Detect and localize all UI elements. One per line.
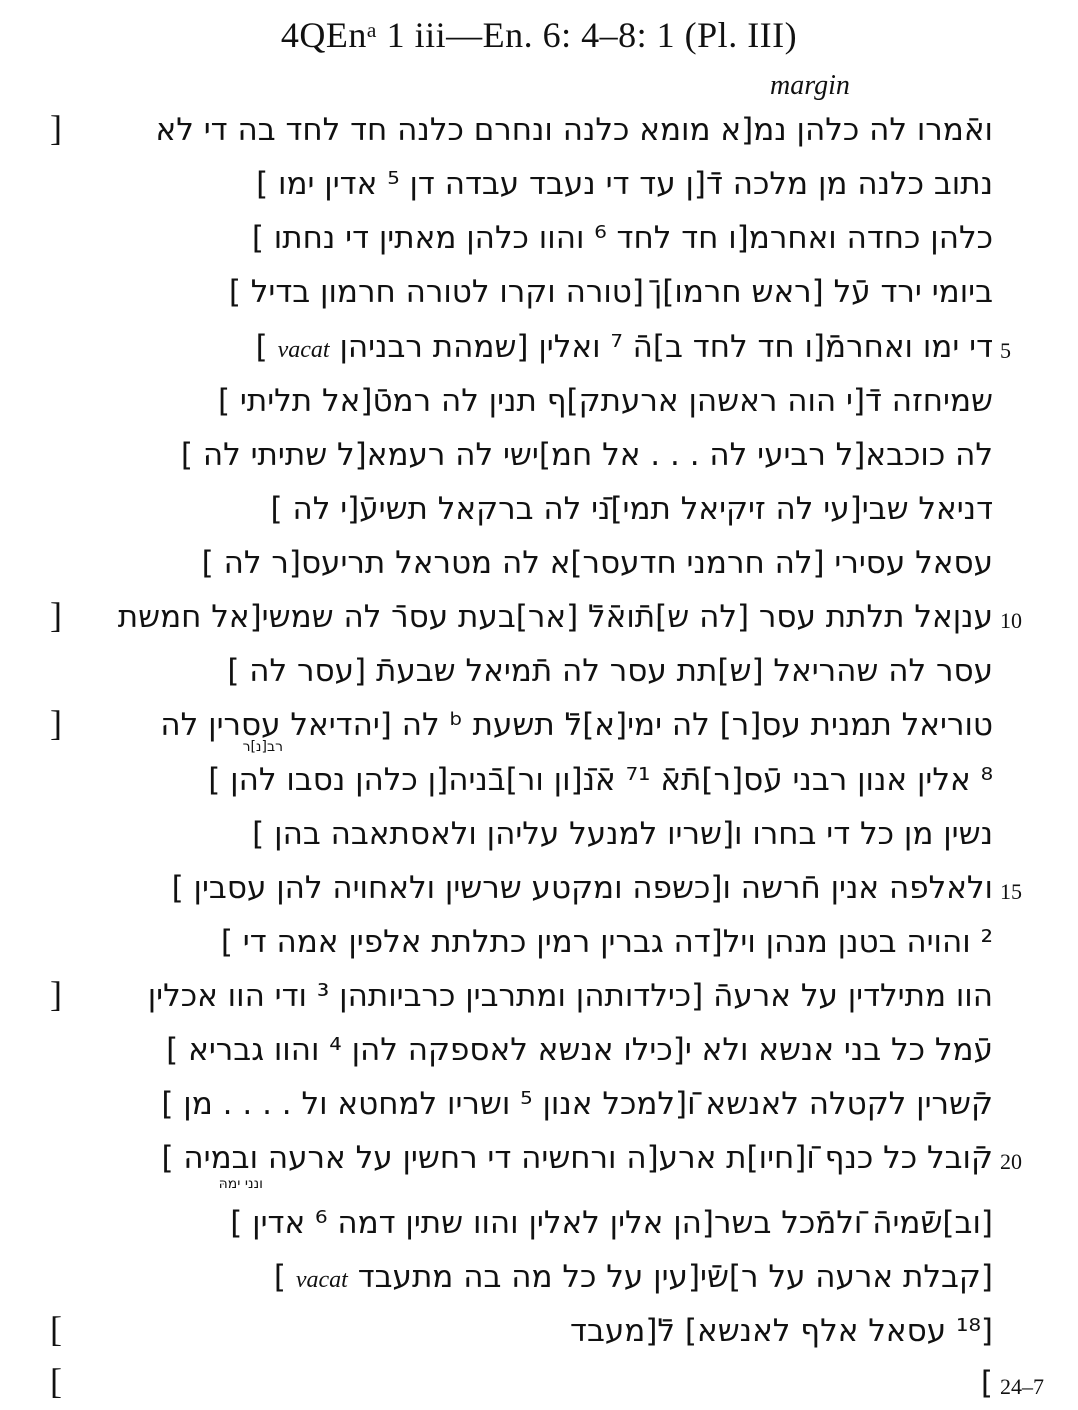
vacat-mark: vacat bbox=[277, 337, 330, 363]
line-text: נתוב כלנה מן מלכה דֿ[ן עד די נעבד עבדה דן ⁵ אדין ימו ] bbox=[256, 166, 993, 202]
text-line bbox=[208, 753, 993, 807]
line-text: [¹⁸ עסאל אלף לאנשא] לֿ[מעבד bbox=[570, 1313, 993, 1349]
lacuna-bracket: ] bbox=[50, 974, 62, 1014]
text-line bbox=[172, 861, 993, 915]
text-line bbox=[160, 698, 993, 752]
text-line bbox=[981, 1356, 993, 1410]
lacuna-bracket: [ bbox=[50, 1309, 62, 1349]
line-text: דניאל שבי[עי לה זיקיאל תמי]נֿי לה ברקאל תשיעֿ[י לה ] bbox=[270, 491, 993, 527]
lacuna-bracket: ] bbox=[50, 108, 62, 148]
line-text: קֿובל כל כנף וֿ[חיו]ת ארע[ה ורחשיה די רחשין על ארעה ובמיה ] bbox=[161, 1140, 993, 1176]
line-text: עסאל עסירי [לה חרמני חדעסר]א לה מטראל תריעס[ר לה ] bbox=[201, 545, 993, 581]
text-line: די ימו ואחרמֿ[ו חד לחד ב]הֿ ⁷ ואלין [שמהת רבניהן vacat ] bbox=[255, 329, 993, 365]
text-line bbox=[202, 536, 993, 590]
line-text: לה כוכבא[ל רביעי לה . . . אל חמ]ישי לה רעמא[ל שתיתי לה ] bbox=[180, 437, 993, 473]
text-line bbox=[218, 374, 993, 428]
text-line bbox=[252, 211, 993, 265]
interlinear-note: ונני ימהּ bbox=[218, 1176, 263, 1192]
line-text: די ימו ואחרמֿ[ו חד לחד ב]הֿ ⁷ ואלין [שמהת רבניהן bbox=[339, 329, 993, 365]
text-line bbox=[166, 1023, 993, 1077]
line-text: עסר לה שהריאל [ש]תת עסר לה תֿמיאל שבעתֿ [עסר לה ] bbox=[227, 653, 993, 689]
line-number: 24–7 bbox=[1000, 1374, 1044, 1399]
line-text: ואֿמרו לה כלהן נמ[א מומא כלנה ונחרם כלנה חד לחד בה די לא bbox=[155, 112, 993, 148]
margin-label: margin bbox=[770, 70, 850, 101]
line-number: 20 bbox=[1000, 1149, 1022, 1174]
vacat-mark: vacat bbox=[295, 1267, 348, 1293]
line-text: הוו מתילדין על ארעהֿ [כילדותהן ומתרבין כרביותהן ³ ודי הוו אכלין bbox=[147, 978, 993, 1014]
lacuna-bracket: ] bbox=[50, 595, 62, 635]
line-text: ענןאל תלתת עסר [לה ש]תֿואֿלֿ [אר]בעת עסרֿ לה שמשי[אל חמשת bbox=[117, 599, 993, 635]
page-title: 4QEnᵃ 1 iii—En. 6: 4–8: 1 (Pl. III) bbox=[280, 15, 798, 55]
line-text: ⁸ אלין אנון רבני עֿס[ר]תֿאֿ ⁷¹ אֿנֿ[ון ור]בֿניה[ן כלהן נסבו להן ] bbox=[208, 762, 993, 798]
lacuna-bracket: ] bbox=[50, 703, 62, 743]
line-text: עֿמל כל בני אנשא ולא י[כילו אנשא לאספקה להן ⁴ והוו גבריא ] bbox=[166, 1032, 993, 1068]
text-line bbox=[181, 428, 993, 482]
line-text: ² והויה בטנן מנהן ויל[דה גברין רמין כתלתת אלפין אמה די ] bbox=[220, 924, 993, 960]
text-line bbox=[148, 969, 993, 1023]
interlinear-note: רב[נ]ר bbox=[242, 739, 283, 755]
text-line bbox=[161, 1077, 993, 1131]
line-text: שמיחזה דֿ[י הוה ראשהן ארעתק]ף תנין לה רמטֿ[אל תליתי ] bbox=[217, 383, 993, 419]
line-text: טוריאל תמנית עס[ר] לה ימי[א]לֿ תשעת ᵇ לה [יהדיאל עסרין לה bbox=[160, 707, 993, 743]
line-text: ] bbox=[980, 1365, 993, 1401]
text-line bbox=[230, 1196, 993, 1250]
line-text: [וב]שֿמיהֿ וֿלמֿכל בשר[הן אלין לאלין והוו שתין דמה ⁶ אדין ] bbox=[230, 1205, 993, 1241]
text-line bbox=[156, 103, 993, 157]
line-number: 5 bbox=[1000, 338, 1011, 363]
lacuna-bracket: [ bbox=[50, 1361, 62, 1401]
text-line bbox=[256, 157, 993, 211]
line-text: [קבלת ארעה על ר]שֿי[עין על כל מה בה מתעבד bbox=[357, 1259, 993, 1295]
text-line bbox=[161, 1131, 993, 1185]
text-line bbox=[118, 590, 993, 644]
text-line bbox=[227, 644, 993, 698]
line-text: ביומי ירד עֿל [ראש חרמו]ן ֿ[טורה וקרו לטורה חרמון בדיל ] bbox=[228, 274, 993, 310]
text-line bbox=[221, 915, 993, 969]
text-line: [קבלת ארעה על ר]שֿי[עין על כל מה בה מתעבד vacat ] bbox=[273, 1259, 993, 1295]
line-number: 15 bbox=[1000, 879, 1022, 904]
line-text: קֿשרין לקטלה לאנשא וֿ[למכל אנון ⁵ ושריו למחטא ול . . . . מן ] bbox=[161, 1086, 993, 1122]
text-line bbox=[271, 482, 993, 536]
line-text: ולאלפה אנין חֿרשה ו[כשפה ומקטע שרשין ולאחויה להן עסבין ] bbox=[171, 870, 993, 906]
text-line bbox=[252, 807, 993, 861]
line-number: 10 bbox=[1000, 608, 1022, 633]
line-text: נשין מן כל די בחרו ו[שריו למנעל עליהן ולאסתאבה בהן ] bbox=[252, 816, 993, 852]
line-text: כלהן כחדה ואחרמ[ו חד לחד ⁶ והוו כלהן מאתין די נחתו ] bbox=[251, 220, 993, 256]
text-line bbox=[229, 265, 993, 319]
text-line bbox=[570, 1304, 993, 1358]
